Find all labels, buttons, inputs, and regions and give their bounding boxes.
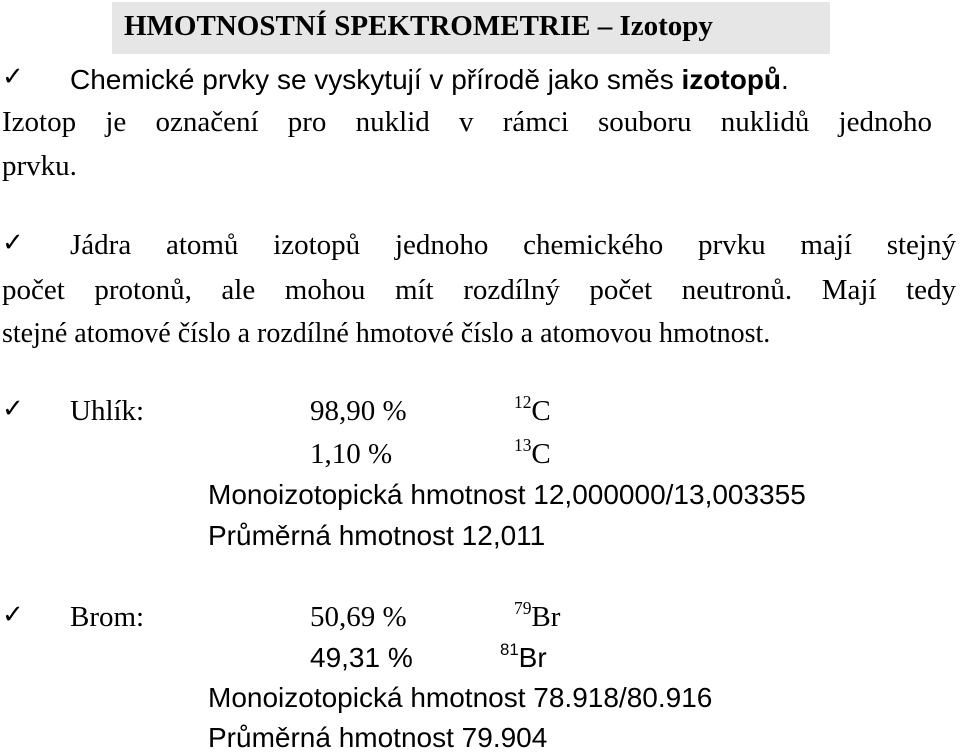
carbon-mono-mass: Monoizotopická hmotnost 12,000000/13,003355	[208, 479, 806, 510]
p2-line1	[70, 231, 956, 260]
isotope-mass: 12	[514, 391, 532, 412]
p1-line2	[2, 108, 932, 137]
bromine-isotope-2	[500, 640, 547, 673]
bromine-avg-mass: Průměrná hmotnost 79.904	[208, 722, 548, 753]
checkmark-icon: ✓	[2, 228, 24, 258]
checkmark-icon: ✓	[2, 62, 24, 92]
p1-line1	[70, 66, 789, 94]
p1-line3: prvku.	[2, 150, 77, 182]
page-title: HMOTNOSTNÍ SPEKTROMETRIE – Izotopy	[124, 10, 713, 42]
carbon-isotope-1	[514, 391, 551, 427]
isotope-mass: 81	[500, 640, 519, 659]
checkmark-icon: ✓	[2, 394, 24, 424]
carbon-percent-1: 98,90 %	[310, 395, 407, 427]
p2-line1-text: Jádra atomů izotopů jednoho chemického prvku mají stejný	[70, 229, 956, 261]
isotope-symbol: Br	[518, 642, 547, 673]
isotope-mass: 13	[514, 434, 532, 455]
carbon-isotope-2	[514, 434, 551, 470]
carbon-label: Uhlík:	[70, 395, 145, 427]
bromine-label: Brom:	[70, 601, 145, 633]
carbon-avg-mass: Průměrná hmotnost 12,011	[208, 520, 546, 551]
p1-line1-text: Chemické prvky se vyskytují v přírodě jako směs	[70, 64, 682, 95]
carbon-percent-2: 1,10 %	[310, 438, 393, 470]
bromine-isotope-1	[514, 597, 561, 633]
p1-line2-text: Izotop je označení pro nuklid v rámci souboru nuklidů jednoho	[2, 106, 932, 138]
p2-line3: stejné atomové číslo a rozdílné hmotové číslo a atomovou hmotnost.	[2, 318, 771, 349]
isotope-symbol: Br	[531, 601, 561, 633]
p1-period: .	[781, 64, 789, 95]
isotope-mass: 79	[514, 597, 532, 618]
p2-line2-text: počet protonů, ale mohou mít rozdílný počet neutronů. Mají tedy	[2, 274, 956, 306]
bromine-percent-1: 50,69 %	[310, 601, 407, 633]
checkmark-icon: ✓	[2, 600, 24, 630]
p1-keyword: izotopů	[681, 64, 782, 95]
isotope-symbol: C	[531, 438, 551, 470]
bromine-percent-2: 49,31 %	[310, 642, 413, 673]
p2-line2	[2, 276, 956, 305]
bromine-mono-mass: Monoizotopická hmotnost 78.918/80.916	[208, 682, 713, 713]
isotope-symbol: C	[531, 395, 551, 427]
